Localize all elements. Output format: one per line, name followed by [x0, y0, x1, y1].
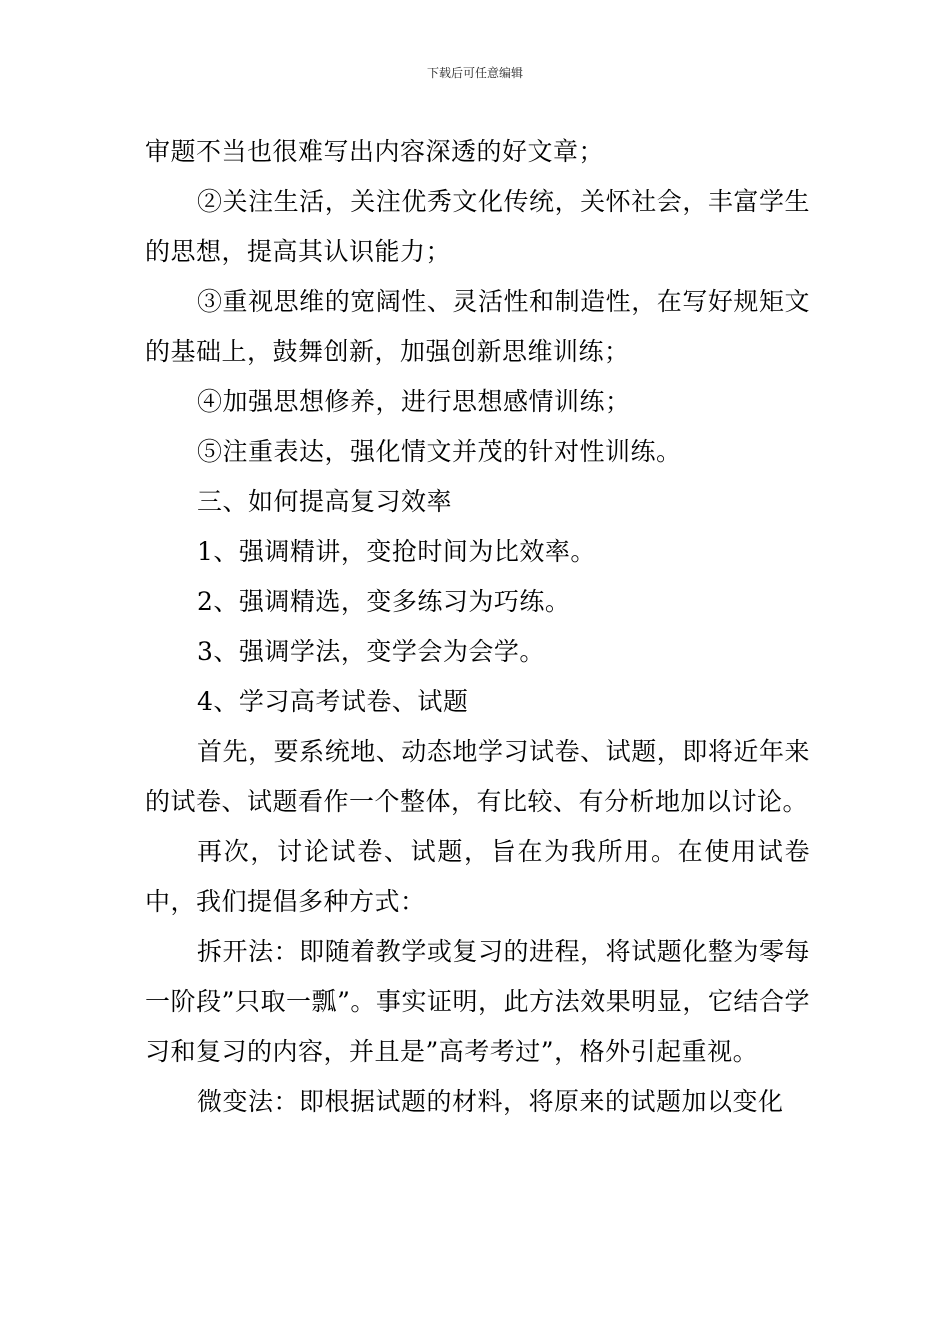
document-body — [145, 127, 810, 1127]
list-item-4: 4、学习高考试卷、试题 — [197, 687, 469, 716]
section-heading-3: 三、如何提高复习效率 — [197, 487, 453, 516]
list-item-2: 2、强调精选，变多练习为巧练。 — [197, 587, 571, 616]
paragraph-again: 再次，讨论试卷、试题，旨在为我所用。在使用试卷中，我们提倡多种方式： — [145, 837, 810, 916]
list-item-1: 1、强调精讲，变抢时间为比效率。 — [197, 537, 596, 566]
paragraph-5: ⑤注重表达，强化情文并茂的针对性训练。 — [197, 437, 682, 466]
paragraph-1: 审题不当也很难写出内容深透的好文章； — [145, 137, 605, 166]
paragraph-2: ②关注生活，关注优秀文化传统，关怀社会，丰富学生的思想，提高其认识能力； — [145, 187, 810, 266]
paragraph-micro-change-method: 微变法：即根据试题的材料，将原来的试题加以变化 — [197, 1087, 784, 1116]
page-header: 下载后可任意编辑 — [426, 66, 523, 80]
paragraph-split-method: 拆开法：即随着教学或复习的进程，将试题化整为零每一阶段”只取一瓢”。事实证明，此方法效果明显，它结合学习和复习的内容，并且是”高考考过”，格外引起重视。 — [145, 937, 810, 1066]
paragraph-4: ④加强思想修养，进行思想感情训练； — [197, 387, 631, 416]
paragraph-first: 首先，要系统地、动态地学习试卷、试题，即将近年来的试卷、试题看作一个整体，有比较、有分析地加以讨论。 — [145, 737, 810, 816]
paragraph-3: ③重视思维的宽阔性、灵活性和制造性，在写好规矩文的基础上，鼓舞创新，加强创新思维训练； — [145, 287, 810, 366]
list-item-3: 3、强调学法，变学会为会学。 — [197, 637, 545, 666]
